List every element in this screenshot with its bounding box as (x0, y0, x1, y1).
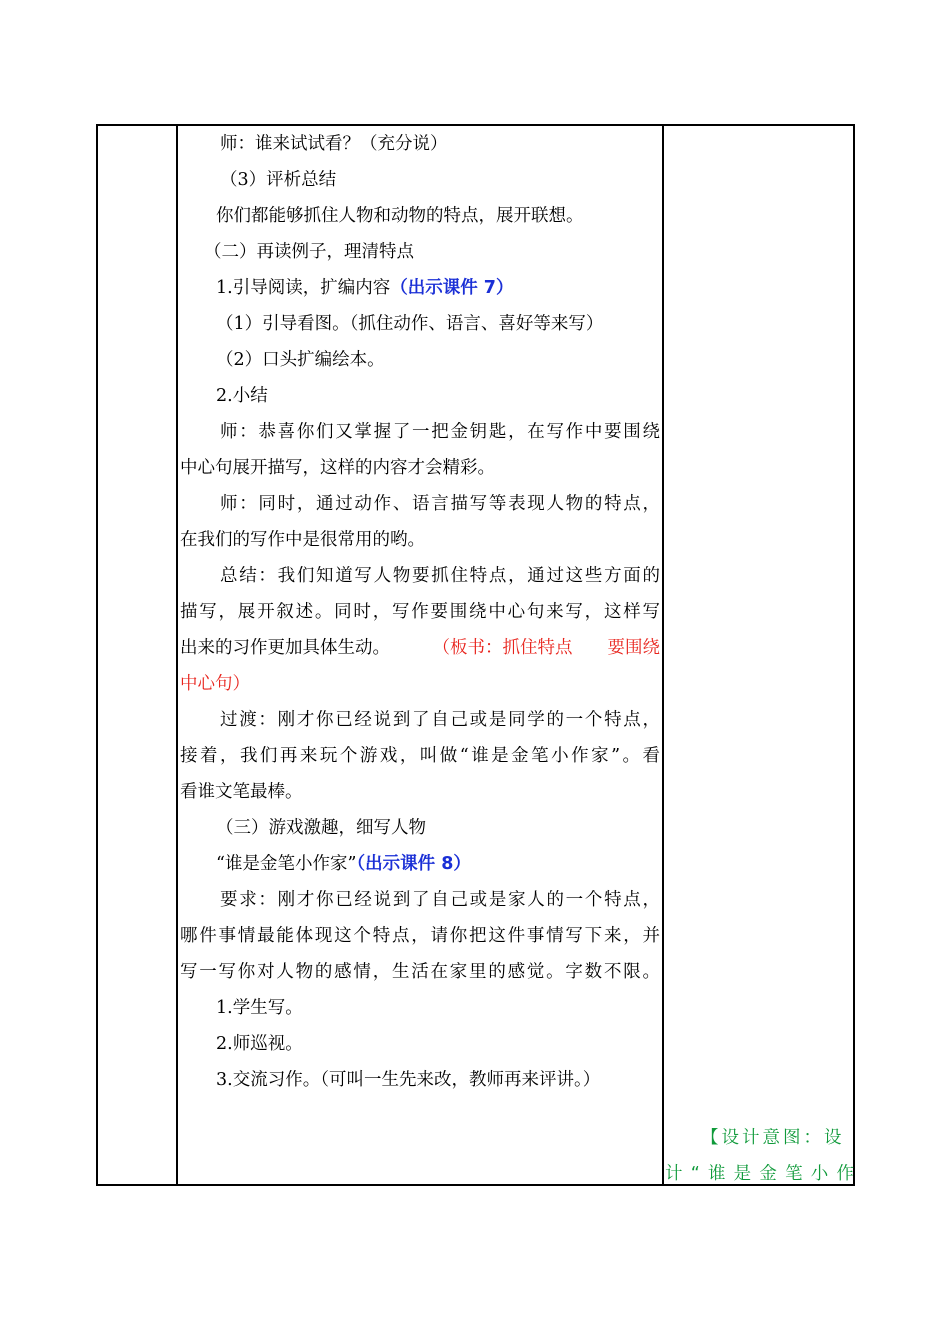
design-intent-line-1: 【设计意图：设 (701, 1128, 845, 1148)
lesson-line (180, 780, 303, 804)
lesson-line (220, 132, 448, 156)
lesson-line (204, 240, 414, 264)
lesson-text: 过渡：刚才你已经说到了自己或是同学的一个特点， (220, 710, 660, 730)
lesson-line (220, 492, 660, 516)
blue-annotation: （出示课件 8） (356, 854, 471, 874)
lesson-text: （2）口头扩编绘本。 (216, 350, 385, 370)
lesson-line (216, 204, 584, 228)
lesson-text: 接着，我们再来玩个游戏，叫做“谁是金笔小作家”。看 (180, 746, 660, 766)
lesson-line (216, 1032, 303, 1056)
lesson-line (180, 456, 495, 480)
lesson-text: （二）再读例子，理清特点 (204, 242, 414, 262)
design-intent-column (663, 126, 863, 1184)
lesson-line (220, 168, 336, 192)
lesson-text: 2.师巡视。 (216, 1034, 303, 1054)
lesson-text: 在我们的写作中是很常用的哟。 (180, 530, 425, 550)
lesson-line (216, 852, 471, 876)
lesson-line (216, 384, 268, 408)
lesson-line (216, 816, 426, 840)
lesson-text: 中心句展开描写，这样的内容才会精彩。 (180, 458, 495, 478)
lesson-line (180, 672, 250, 696)
lesson-line (216, 996, 303, 1020)
lesson-line (180, 600, 660, 624)
lesson-line (220, 708, 660, 732)
lesson-text: 1.学生写。 (216, 998, 303, 1018)
lesson-line (216, 348, 385, 372)
blue-annotation: （出示课件 7） (390, 278, 514, 298)
lesson-line (220, 888, 660, 912)
lesson-text: 哪件事情最能体现这个特点，请你把这件事情写下来，并 (180, 926, 660, 946)
design-intent-line-2: 计“谁是金笔小作 (665, 1164, 863, 1184)
lesson-text: 1.引导阅读，扩编内容 (216, 278, 391, 298)
lesson-text: 师：恭喜你们又掌握了一把金钥匙，在写作中要围绕 (220, 422, 660, 442)
lesson-text: （3）评析总结 (220, 170, 337, 190)
lesson-line (216, 312, 603, 336)
lesson-text: 描写，展开叙述。同时，写作要围绕中心句来写，这样写 (180, 602, 660, 622)
lesson-table (96, 124, 863, 1186)
lesson-text: （三）游戏激趣，细写人物 (216, 818, 426, 838)
lesson-line (180, 528, 425, 552)
lesson-line (220, 420, 660, 444)
lesson-content-column (178, 126, 662, 1184)
lesson-text: “谁是金笔小作家” (216, 854, 357, 874)
lesson-text: 师：同时，通过动作、语言描写等表现人物的特点， (220, 494, 660, 514)
lesson-text: 看谁文笔最棒。 (180, 782, 303, 802)
lesson-line (180, 636, 660, 660)
lesson-line (216, 1068, 600, 1092)
lesson-line (220, 564, 660, 588)
lesson-text: 师：谁来试试看？（充分说） (220, 134, 448, 154)
lesson-line (180, 960, 660, 984)
lesson-line (216, 276, 513, 300)
red-annotation: （板书：抓住特点 要围绕 (432, 638, 660, 658)
lesson-text: 写一写你对人物的感情，生活在家里的感觉。字数不限。 (180, 962, 660, 982)
lesson-text: （1）引导看图。（抓住动作、语言、喜好等来写） (216, 314, 604, 334)
lesson-text: 3.交流习作。（可叫一生先来改，教师再来评讲。） (216, 1070, 601, 1090)
red-annotation: 中心句） (180, 674, 250, 694)
lesson-text: 要求：刚才你已经说到了自己或是家人的一个特点， (220, 890, 660, 910)
lesson-text: 2.小结 (216, 386, 268, 406)
lesson-line (180, 744, 660, 768)
lesson-line (180, 924, 660, 948)
lesson-text: 你们都能够抓住人物和动物的特点，展开联想。 (216, 206, 584, 226)
lesson-text: 总结：我们知道写人物要抓住特点，通过这些方面的 (220, 566, 660, 586)
lesson-text: 出来的习作更加具体生动。 (180, 638, 390, 658)
